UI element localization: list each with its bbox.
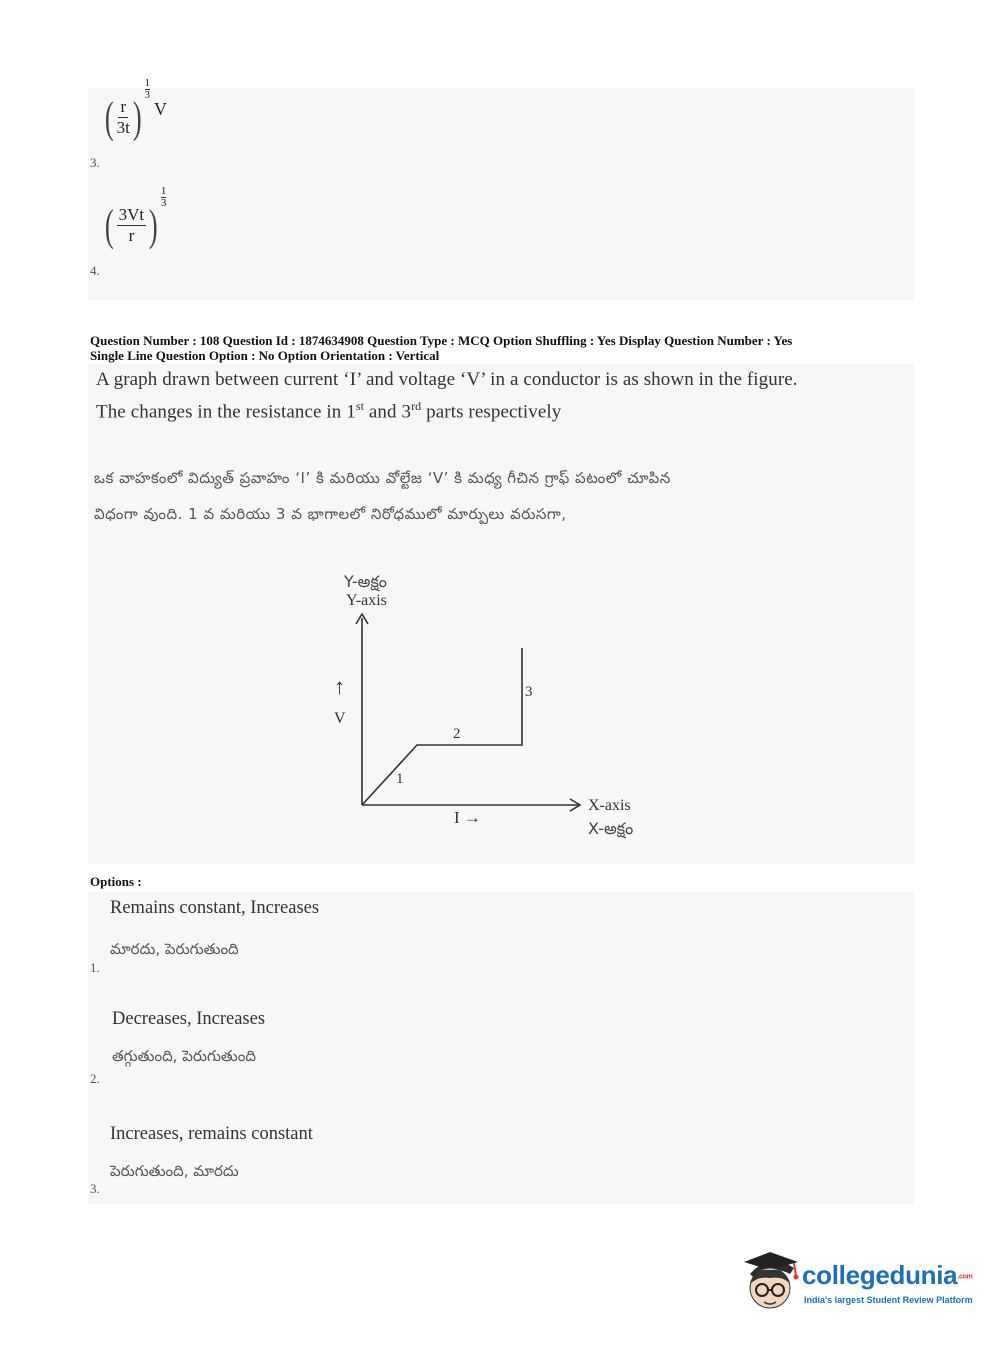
- prev-option-3-formula: [102, 77, 222, 143]
- denominator: 3t: [116, 118, 130, 137]
- option-1-text-telugu: మారదు, పెరుగుతుంది: [110, 940, 239, 958]
- option-1[interactable]: [90, 898, 490, 980]
- segment-1-label: 1: [396, 771, 404, 787]
- y-axis-label: Y-axis: [346, 592, 387, 609]
- logo-dotcom: .com: [957, 1273, 973, 1281]
- telugu-line-2: విధంగా వుంది. 1 వ మరియు 3 వ భాగాలలో నిరోధములో మార్పులు వరుసగా,: [94, 505, 567, 523]
- prev-option-4-formula: [102, 185, 222, 251]
- exponent-num: 1: [144, 77, 151, 89]
- option-3[interactable]: [90, 1124, 490, 1206]
- question-text-line-1: A graph drawn between current ‘I’ and voltage ‘V’ in a conductor is as shown in the figure.: [96, 369, 798, 390]
- fraction: [117, 97, 130, 137]
- option-1-text: Remains constant, Increases: [110, 898, 320, 918]
- y-axis-label-telugu: Y-అక్షం: [344, 572, 387, 591]
- exponent: [161, 186, 167, 209]
- superscript-rd: rd: [411, 399, 422, 413]
- option-2[interactable]: [90, 1009, 490, 1091]
- option-3-number: 3.: [90, 1181, 100, 1196]
- exponent-den: 3: [160, 197, 167, 209]
- options-heading: Options :: [90, 874, 142, 889]
- question-text-line-2: [96, 393, 896, 425]
- text-part: and 3: [364, 401, 412, 423]
- i-label: I →: [454, 808, 481, 827]
- option-3-text: Increases, remains constant: [110, 1124, 313, 1144]
- text-part: The changes in the resistance in 1: [96, 401, 356, 423]
- superscript-st: st: [355, 399, 365, 413]
- mascot-icon: [740, 1250, 802, 1314]
- option-2-text: Decreases, Increases: [112, 1009, 266, 1029]
- collegedunia-logo: [740, 1250, 973, 1320]
- question-meta: [90, 333, 950, 363]
- x-axis-label: X-axis: [588, 797, 631, 814]
- question-text-telugu: [94, 460, 894, 532]
- option-number: 4.: [90, 263, 100, 278]
- right-paren: ): [132, 93, 142, 142]
- denominator: r: [128, 226, 135, 245]
- option-2-number: 2.: [90, 1071, 100, 1086]
- option-3-text-telugu: పెరుగుతుంది, మారదు: [110, 1162, 239, 1180]
- numerator: 3Vt: [118, 205, 145, 225]
- option-number: 3.: [90, 155, 100, 170]
- logo-name: collegedunia: [802, 1260, 958, 1290]
- question-text: [96, 366, 896, 425]
- exponent-den: 3: [144, 89, 151, 101]
- fraction: [117, 205, 147, 245]
- question-meta-line-2: Single Line Question Option : No Option Orientation : Vertical: [90, 348, 440, 363]
- exponent-num: 1: [160, 185, 167, 197]
- right-paren: ): [149, 201, 158, 250]
- suffix: V: [154, 99, 168, 119]
- logo-wordmark: [802, 1260, 972, 1291]
- left-paren: (: [104, 201, 114, 250]
- telugu-line-1: ఒక వాహకంలో విద్యుత్ ప్రవాహం ‘I’ కి మరియు వోల్టేజ ‘V’ కి మధ్య గీచిన గ్రాఫ్ పటంలో చూపిన: [94, 469, 671, 487]
- question-meta-line-1: Question Number : 108 Question Id : 1874634908 Question Type : MCQ Option Shuffling : Yes Display Question Number : Yes: [90, 333, 793, 348]
- v-arrow-icon: ↑: [334, 674, 345, 699]
- graph-curve: [362, 648, 522, 805]
- option-2-text-telugu: తగ్గుతుంది, పెరుగుతుంది: [112, 1047, 256, 1065]
- segment-3-label: 3: [525, 684, 533, 700]
- option-1-number: 1.: [90, 960, 100, 975]
- vi-graph: [320, 568, 650, 848]
- text-part: parts respectively: [421, 401, 562, 423]
- exponent: [145, 78, 151, 101]
- v-label: V: [334, 710, 346, 727]
- numerator: r: [120, 97, 127, 117]
- segment-2-label: 2: [453, 726, 461, 742]
- x-axis-label-telugu: X-అక్షం: [588, 819, 634, 838]
- left-paren: (: [104, 93, 114, 142]
- logo-tagline: India's largest Student Review Platform: [804, 1295, 973, 1305]
